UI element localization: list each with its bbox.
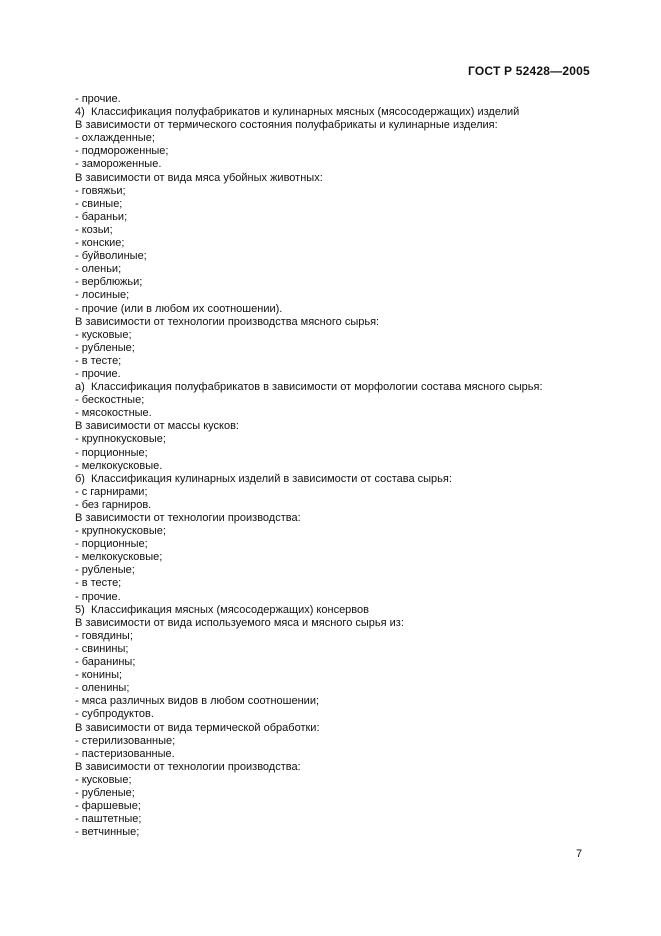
text-line xyxy=(75,630,615,643)
text-line xyxy=(75,407,615,420)
line-text: - фаршевые; xyxy=(75,800,141,813)
text-line xyxy=(75,185,615,198)
line-text: - прочие. xyxy=(75,590,121,603)
line-text: - паштетные; xyxy=(75,813,142,826)
line-text: - прочие. xyxy=(75,93,121,105)
section-heading xyxy=(75,106,615,119)
text-line xyxy=(75,119,615,132)
line-text: В зависимости от вида термической обработки: xyxy=(75,721,320,734)
text-line xyxy=(75,433,615,446)
line-text: - в тесте; xyxy=(75,354,122,367)
line-text: - охлажденные; xyxy=(75,132,155,145)
text-line xyxy=(75,564,615,577)
line-text: - мелкокусковые; xyxy=(75,551,163,564)
text-line xyxy=(75,316,615,329)
line-text: - стерилизованные; xyxy=(75,734,176,747)
text-line xyxy=(75,512,615,525)
line-text: - свиные; xyxy=(75,197,123,210)
text-line xyxy=(75,342,615,355)
text-line xyxy=(75,722,615,735)
line-text: - мясокостные. xyxy=(75,407,152,420)
text-line xyxy=(75,394,615,407)
section-heading xyxy=(75,381,615,394)
text-line xyxy=(75,224,615,237)
text-line xyxy=(75,708,615,721)
line-text: - прочие (или в любом их соотношении). xyxy=(75,302,283,315)
text-line xyxy=(75,826,615,839)
text-line xyxy=(75,813,615,826)
line-text: - ветчинные; xyxy=(75,826,140,839)
line-text: Классификация мясных (мясосодержащих) консервов xyxy=(91,603,369,616)
line-text: - баранины; xyxy=(75,656,136,669)
line-text: - кусковые; xyxy=(75,328,132,341)
line-text: - оленьи; xyxy=(75,263,122,276)
text-line xyxy=(75,289,615,302)
text-line xyxy=(75,774,615,787)
text-line xyxy=(75,800,615,813)
section-number: а) xyxy=(75,381,85,394)
section-heading xyxy=(75,604,615,617)
text-line xyxy=(75,525,615,538)
line-text: В зависимости от технологии производства: xyxy=(75,760,301,773)
text-line xyxy=(75,368,615,381)
text-line xyxy=(75,682,615,695)
text-line xyxy=(75,538,615,551)
line-text: В зависимости от вида используемого мяса и мясного сырья из: xyxy=(75,616,404,629)
text-line xyxy=(75,329,615,342)
line-text: - подмороженные; xyxy=(75,145,169,158)
line-text: - рубленые; xyxy=(75,564,135,577)
page-number: 7 xyxy=(576,848,583,860)
line-text: Классификация кулинарных изделий в зависимости от состава сырья: xyxy=(91,472,452,485)
line-text: В зависимости от термического состояния полуфабрикаты и кулинарные изделия: xyxy=(75,119,498,132)
text-line xyxy=(75,145,615,158)
line-text: - порционные; xyxy=(75,446,148,459)
line-text: - конские; xyxy=(75,237,125,250)
line-text: - лосиные; xyxy=(75,289,130,302)
text-line xyxy=(75,787,615,800)
text-line xyxy=(75,617,615,630)
line-text: - мелкокусковые. xyxy=(75,459,163,472)
text-line xyxy=(75,158,615,171)
text-line xyxy=(75,499,615,512)
line-text: - говяжьи; xyxy=(75,184,126,197)
text-line xyxy=(75,132,615,145)
text-line xyxy=(75,211,615,224)
text-line xyxy=(75,447,615,460)
text-line xyxy=(75,355,615,368)
line-text: - без гарниров. xyxy=(75,498,152,511)
line-text: - свинины; xyxy=(75,642,129,655)
text-line xyxy=(75,748,615,761)
line-text: - рубленые; xyxy=(75,341,135,354)
text-line xyxy=(75,460,615,473)
section-heading xyxy=(75,473,615,486)
text-line xyxy=(75,263,615,276)
line-text: - бескостные; xyxy=(75,394,145,407)
line-text: В зависимости от массы кусков: xyxy=(75,420,239,433)
text-line xyxy=(75,420,615,433)
line-text: - мяса различных видов в любом соотношении; xyxy=(75,695,320,708)
line-text: - конины; xyxy=(75,669,123,682)
line-text: - с гарнирами; xyxy=(75,485,148,498)
section-number: 5) xyxy=(75,603,85,616)
line-text: - козьи; xyxy=(75,223,113,236)
text-line xyxy=(75,643,615,656)
text-line xyxy=(75,198,615,211)
line-text: - верблюжьи; xyxy=(75,276,143,289)
line-text: В зависимости от вида мяса убойных животных: xyxy=(75,171,323,184)
text-line xyxy=(75,577,615,590)
line-text: - крупнокусковые; xyxy=(75,433,166,446)
text-line xyxy=(75,276,615,289)
line-text: - в тесте; xyxy=(75,577,122,590)
line-text: - пастеризованные. xyxy=(75,747,175,760)
line-text: - крупнокусковые; xyxy=(75,525,166,538)
line-text: В зависимости от технологии производства: xyxy=(75,512,301,524)
line-text: - буйволиные; xyxy=(75,250,147,263)
document-code-header: ГОСТ Р 52428—2005 xyxy=(468,64,590,78)
line-text: - говядины; xyxy=(75,629,133,642)
line-text: - прочие. xyxy=(75,367,121,380)
line-text: - оленины; xyxy=(75,682,130,695)
line-text: - рубленые; xyxy=(75,786,135,799)
text-line xyxy=(75,669,615,682)
line-text: В зависимости от технологии производства мясного сырья: xyxy=(75,315,380,328)
text-line xyxy=(75,735,615,748)
line-text: - субпродуктов. xyxy=(75,708,154,721)
text-line xyxy=(75,551,615,564)
text-line xyxy=(75,93,615,106)
text-line xyxy=(75,486,615,499)
text-line xyxy=(75,172,615,185)
line-text: - бараньи; xyxy=(75,210,128,223)
section-number: б) xyxy=(75,472,85,485)
text-line xyxy=(75,695,615,708)
line-text: Классификация полуфабрикатов в зависимости от морфологии состава мясного сырья: xyxy=(91,381,543,394)
text-line xyxy=(75,303,615,316)
document-body xyxy=(75,93,615,839)
line-text: Классификация полуфабрикатов и кулинарных мясных (мясосодержащих) изделий xyxy=(91,106,520,119)
line-text: - замороженные. xyxy=(75,158,162,171)
text-line xyxy=(75,761,615,774)
line-text: - порционные; xyxy=(75,538,148,551)
section-number: 4) xyxy=(75,106,85,119)
text-line xyxy=(75,250,615,263)
line-text: - кусковые; xyxy=(75,773,132,786)
text-line xyxy=(75,656,615,669)
text-line xyxy=(75,591,615,604)
text-line xyxy=(75,237,615,250)
